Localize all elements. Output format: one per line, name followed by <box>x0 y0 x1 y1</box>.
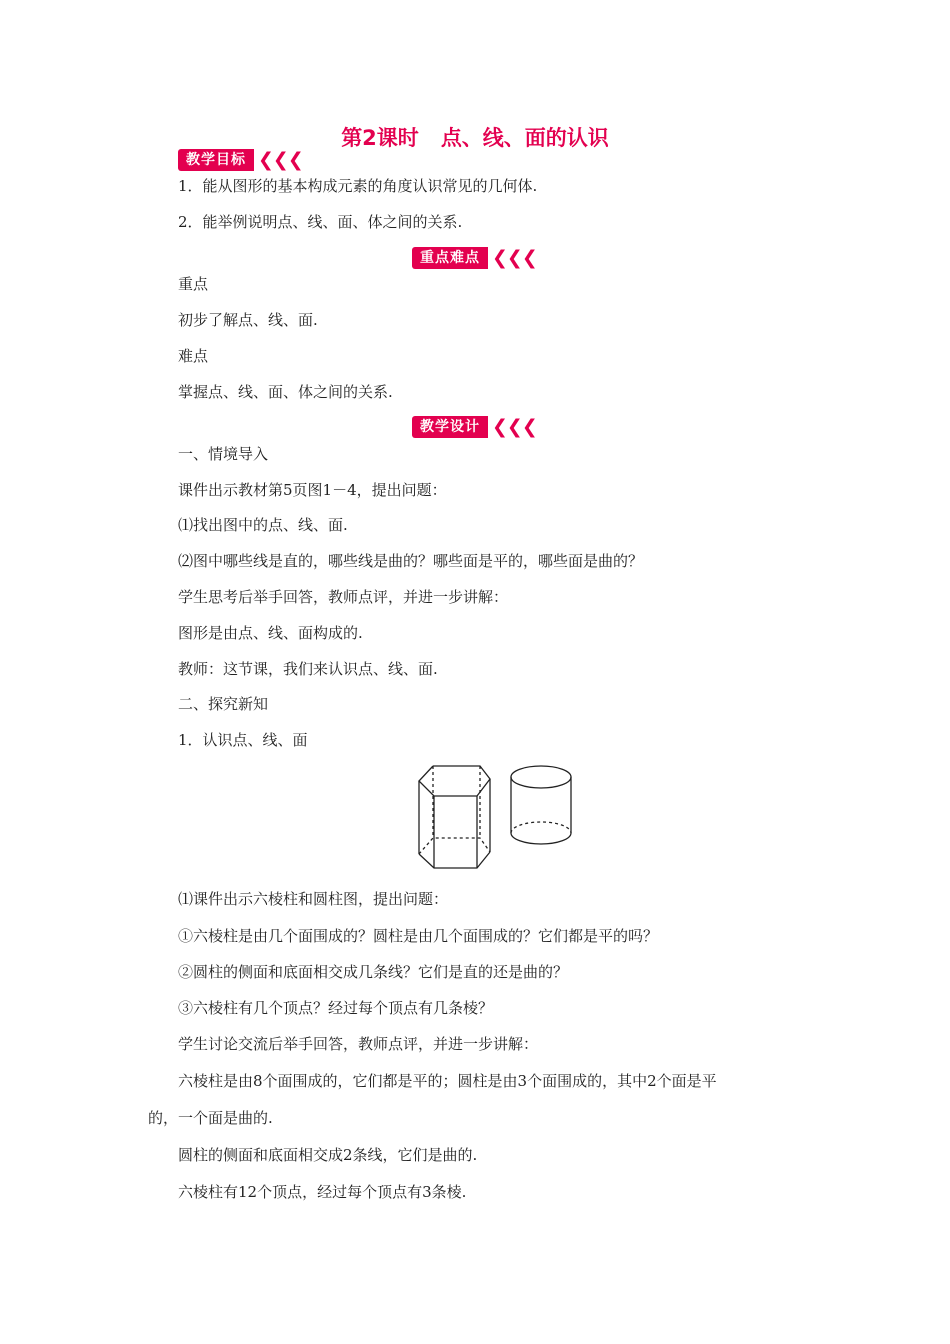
hexagonal-prism <box>419 766 490 868</box>
design-line: ③六棱柱有几个顶点？经过每个顶点有几条棱？ <box>178 999 494 1017</box>
focus-label: 重点 <box>178 275 209 293</box>
chevron-icon: ❮❮❮ <box>492 247 537 269</box>
design-line: 图形是由点、线、面构成的. <box>178 624 363 642</box>
answer-line: 六棱柱有12个顶点，经过每个顶点有3条棱. <box>178 1183 467 1201</box>
cylinder <box>511 766 571 844</box>
answer-para-cont: 的，一个面是曲的. <box>148 1109 273 1127</box>
difficulty-text: 掌握点、线、面、体之间的关系. <box>178 383 393 401</box>
chevron-icon: ❮❮❮ <box>258 149 303 171</box>
answer-line: 圆柱的侧面和底面相交成2条线，它们是曲的. <box>178 1146 478 1164</box>
title-topic: 点、线、面的认识 <box>440 126 609 150</box>
design-line: ⑵图中哪些线是直的，哪些线是曲的？哪些面是平的，哪些面是曲的？ <box>178 552 644 570</box>
design-line: 学生讨论交流后举手回答，教师点评，并进一步讲解： <box>178 1035 539 1053</box>
prism-cylinder-figure <box>412 760 592 872</box>
banner-key-points <box>412 247 537 269</box>
design-line: 教师：这节课，我们来认识点、线、面. <box>178 660 438 678</box>
title-lesson: 第2课时 <box>341 126 419 150</box>
design-line: 1．认识点、线、面 <box>178 731 308 749</box>
banner-label: 教学目标 <box>178 149 254 171</box>
focus-text: 初步了解点、线、面. <box>178 311 318 329</box>
design-line: 学生思考后举手回答，教师点评，并进一步讲解： <box>178 588 509 606</box>
design-line: 一、情境导入 <box>178 445 269 463</box>
design-line: ②圆柱的侧面和底面相交成几条线？它们是直的还是曲的？ <box>178 963 569 981</box>
chevron-icon: ❮❮❮ <box>492 416 537 438</box>
difficulty-label: 难点 <box>178 347 209 365</box>
page-title <box>0 122 950 152</box>
design-line: 课件出示教材第5页图1－4，提出问题： <box>178 481 447 499</box>
design-line: ⑴找出图中的点、线、面. <box>178 516 348 534</box>
design-line: ⑴课件出示六棱柱和圆柱图，提出问题： <box>178 890 449 908</box>
design-line: ①六棱柱是由几个面围成的？圆柱是由几个面围成的？它们都是平的吗？ <box>178 927 659 945</box>
banner-label: 重点难点 <box>412 247 488 269</box>
design-line: 二、探究新知 <box>178 695 269 713</box>
answer-para-start: 六棱柱是由8个面围成的，它们都是平的；圆柱是由3个面围成的，其中2个面是平 <box>178 1072 717 1090</box>
objective-2: 2．能举例说明点、线、面、体之间的关系. <box>178 213 463 231</box>
banner-design <box>412 416 537 438</box>
banner-objectives <box>178 149 303 171</box>
banner-label: 教学设计 <box>412 416 488 438</box>
objective-1: 1．能从图形的基本构成元素的角度认识常见的几何体. <box>178 177 538 195</box>
